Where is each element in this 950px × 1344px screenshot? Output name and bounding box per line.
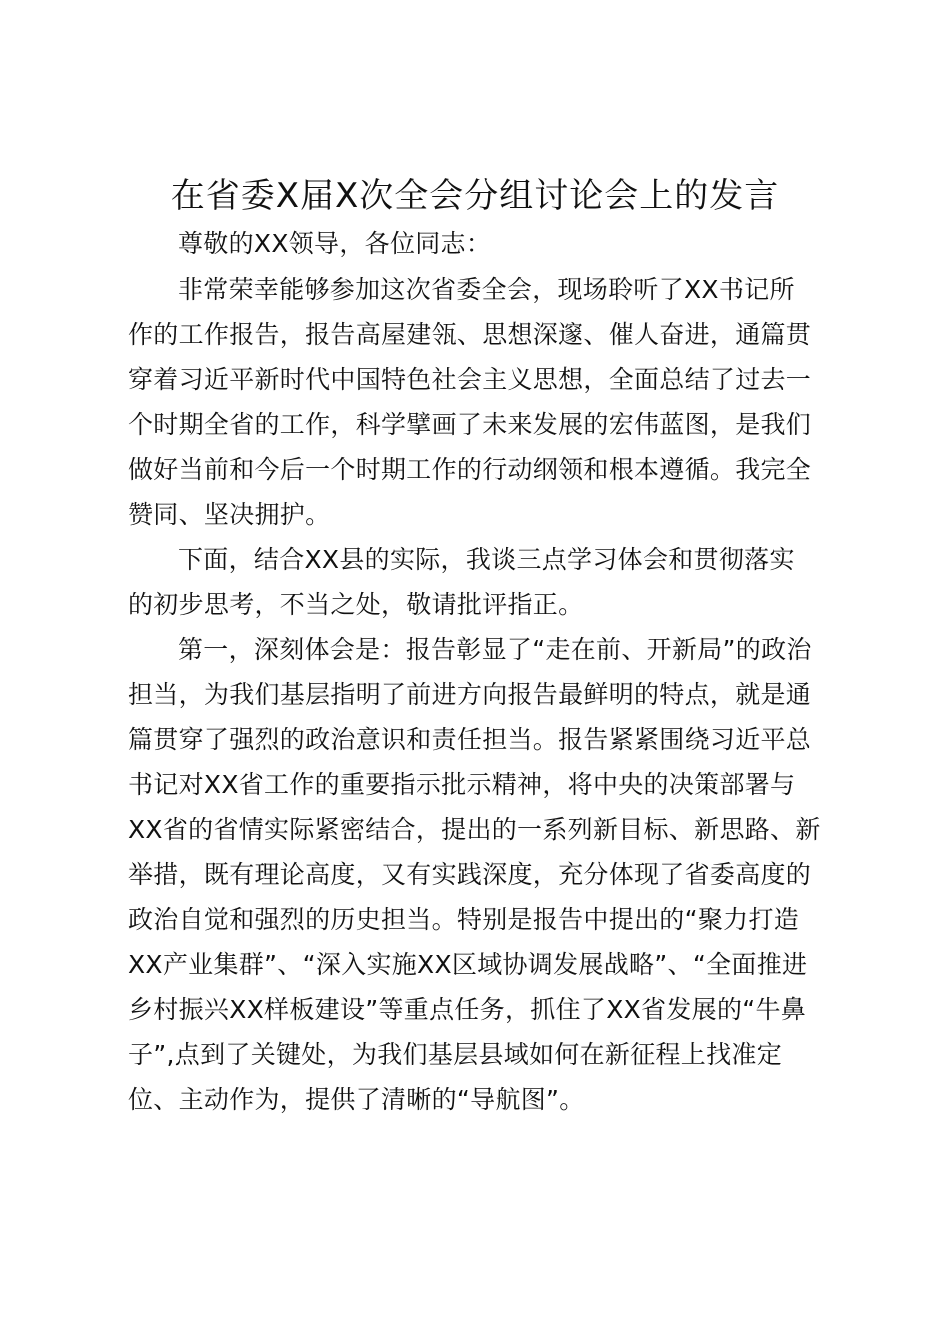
- paragraph-line: 穿着习近平新时代中国特色社会主义思想，全面总结了过去一: [128, 365, 812, 394]
- paragraph-line: 下面，结合XX县的实际，我谈三点学习体会和贯彻落实: [178, 545, 795, 574]
- paragraph-line: 赞同、坚决拥护。: [128, 500, 331, 529]
- document-title: 在省委Ⅹ届Ⅹ次全会分组讨论会上的发言: [170, 176, 780, 216]
- paragraph-line: 举措，既有理论高度，又有实践深度，充分体现了省委高度的: [128, 860, 812, 889]
- paragraph-line: 乡村振兴XX样板建设”等重点任务，抓住了XX省发展的“牛鼻: [128, 995, 807, 1024]
- paragraph-line: 书记对XX省工作的重要指示批示精神，将中央的决策部署与: [128, 770, 796, 799]
- paragraph-line: 做好当前和今后一个时期工作的行动纲领和根本遵循。我完全: [128, 455, 812, 484]
- paragraph-line: 位、主动作为，提供了清晰的“导航图”。: [128, 1085, 585, 1114]
- paragraph-line: 的初步思考，不当之处，敬请批评指正。: [128, 590, 584, 619]
- paragraph-line: 篇贯穿了强烈的政治意识和责任担当。报告紧紧围绕习近平总: [128, 725, 812, 754]
- paragraph-line: 政治自觉和强烈的历史担当。特别是报告中提出的“聚力打造: [128, 905, 800, 934]
- paragraph-line: 担当，为我们基层指明了前进方向报告最鲜明的特点，就是通: [128, 680, 812, 709]
- paragraph-line: XX产业集群”、“深入实施XX区域协调发展战略”、“全面推进: [128, 950, 808, 979]
- salutation-line: 尊敬的XX领导，各位同志：: [178, 229, 492, 258]
- paragraph-line: 个时期全省的工作，科学擘画了未来发展的宏伟蓝图，是我们: [128, 410, 812, 439]
- paragraph-line: 子”,点到了关键处，为我们基层县域如何在新征程上找准定: [128, 1040, 783, 1069]
- paragraph-line: 作的工作报告，报告高屋建瓴、思想深邃、催人奋进，通篇贯: [128, 320, 812, 349]
- paragraph-line: XX省的省情实际紧密结合，提出的一系列新目标、新思路、新: [128, 815, 821, 844]
- paragraph-line: 非常荣幸能够参加这次省委全会，现场聆听了XX书记所: [178, 275, 795, 304]
- paragraph-line: 第一，深刻体会是：报告彰显了“走在前、开新局”的政治: [178, 635, 812, 664]
